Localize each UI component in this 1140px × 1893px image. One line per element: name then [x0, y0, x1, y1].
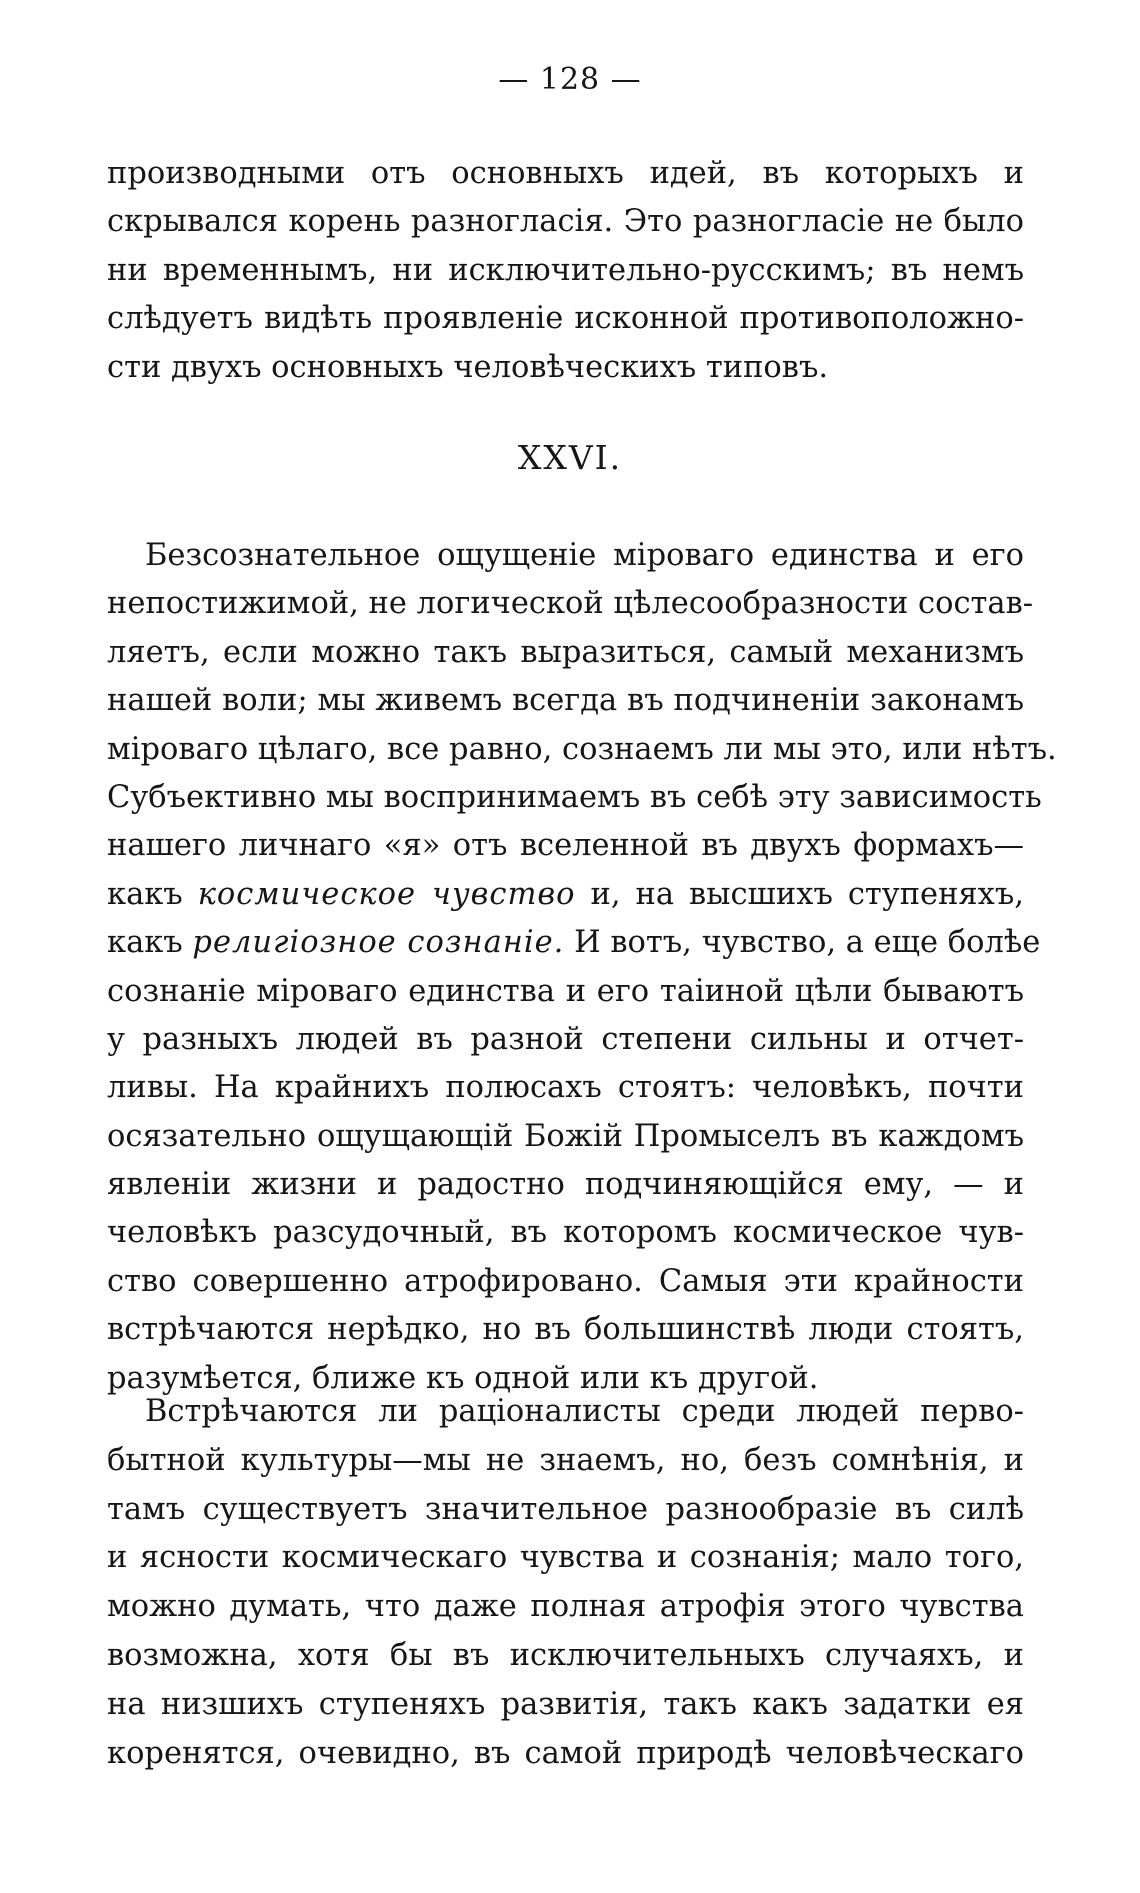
text-line: на низшихъ ступеняхъ развитія, такъ какъ задатки ея: [107, 1686, 1024, 1722]
text-line: скрывался корень разногласія. Это разногласіе не было: [107, 204, 1024, 240]
text-line: ливы. На крайнихъ полюсахъ стоятъ: человѣкъ, почти: [107, 1070, 1024, 1106]
page-number: — 128 —: [498, 62, 642, 97]
emphasis-text: космическое чувство: [197, 876, 576, 912]
text-line: ство совершенно атрофировано. Самыя эти крайности: [107, 1263, 1024, 1299]
section-heading: XXVI.: [517, 438, 623, 477]
text-line: тамъ существуетъ значительное разнообразіе въ силѣ: [107, 1491, 1024, 1527]
text-line: ни временнымъ, ни исключительно-русскимъ; въ немъ: [107, 252, 1024, 288]
emphasis-text: религіозное сознаніе.: [192, 925, 565, 961]
text-line: слѣдуетъ видѣть проявленіе исконной противоположно-: [107, 301, 1024, 337]
text-line: бытной культуры—мы не знаемъ, но, безъ сомнѣнія, и: [107, 1442, 1024, 1478]
text-run: какъ: [107, 925, 193, 961]
text-line: Встрѣчаются ли раціоналисты среди людей перво-: [145, 1394, 1024, 1429]
text-line: и ясности космическаго чувства и сознанія; мало того,: [107, 1540, 1024, 1576]
text-run: И вотъ, чувство, а еще болѣе: [564, 925, 1041, 961]
text-line: нашего личнаго «я» отъ вселенной въ двухъ формахъ—: [107, 828, 1024, 864]
text-line: нашей воли; мы живемъ всегда въ подчиненіи законамъ: [107, 683, 1024, 719]
text-line: у разныхъ людей въ разной степени сильны и отчет-: [107, 1021, 1024, 1057]
text-line: міроваго цѣлаго, все равно, сознаемъ ли мы это, или нѣтъ.: [107, 731, 1057, 767]
paragraph-body: [107, 1388, 1024, 1778]
paragraph-continuation: [107, 150, 1024, 392]
text-line: разумѣется, ближе къ одной или къ другой.: [107, 1360, 819, 1396]
text-line: Субъективно мы воспринимаемъ въ себѣ эту зависимость: [107, 779, 1042, 815]
text-line: сознаніе міроваго единства и его таіиной цѣли бываютъ: [107, 973, 1024, 1009]
text-line: возможна, хотя бы въ исключительныхъ случаяхъ, и: [107, 1637, 1024, 1673]
text-line: производными отъ основныхъ идей, въ которыхъ и: [107, 156, 1024, 191]
text-line: сти двухъ основныхъ человѣческихъ типовъ.: [107, 349, 829, 385]
text-line: Безсознательное ощущеніе міроваго единства и его: [145, 538, 1024, 573]
text-line: можно думать, что даже полная атрофія этого чувства: [107, 1589, 1024, 1625]
text-line: явленіи жизни и радостно подчиняющійся ему, — и: [107, 1167, 1024, 1203]
text-line: ляетъ, если можно такъ выразиться, самый механизмъ: [107, 634, 1024, 670]
text-line: [107, 871, 1024, 919]
text-line: человѣкъ разсудочный, въ которомъ космическое чув-: [107, 1215, 1024, 1251]
text-line: встрѣчаются нерѣдко, но въ большинствѣ люди стоятъ,: [107, 1312, 1024, 1348]
text-run: и, на высшихъ ступеняхъ,: [575, 876, 1024, 912]
text-line: [107, 919, 1041, 967]
text-line: осязательно ощущающій Божій Промыселъ въ каждомъ: [107, 1118, 1024, 1154]
text-run: какъ: [107, 876, 198, 912]
text-line: непостижимой, не логической цѣлесообразности состав-: [107, 586, 1034, 622]
paragraph-body: [107, 532, 1057, 1403]
text-line: коренятся, очевидно, въ самой природѣ человѣческаго: [107, 1735, 1024, 1771]
